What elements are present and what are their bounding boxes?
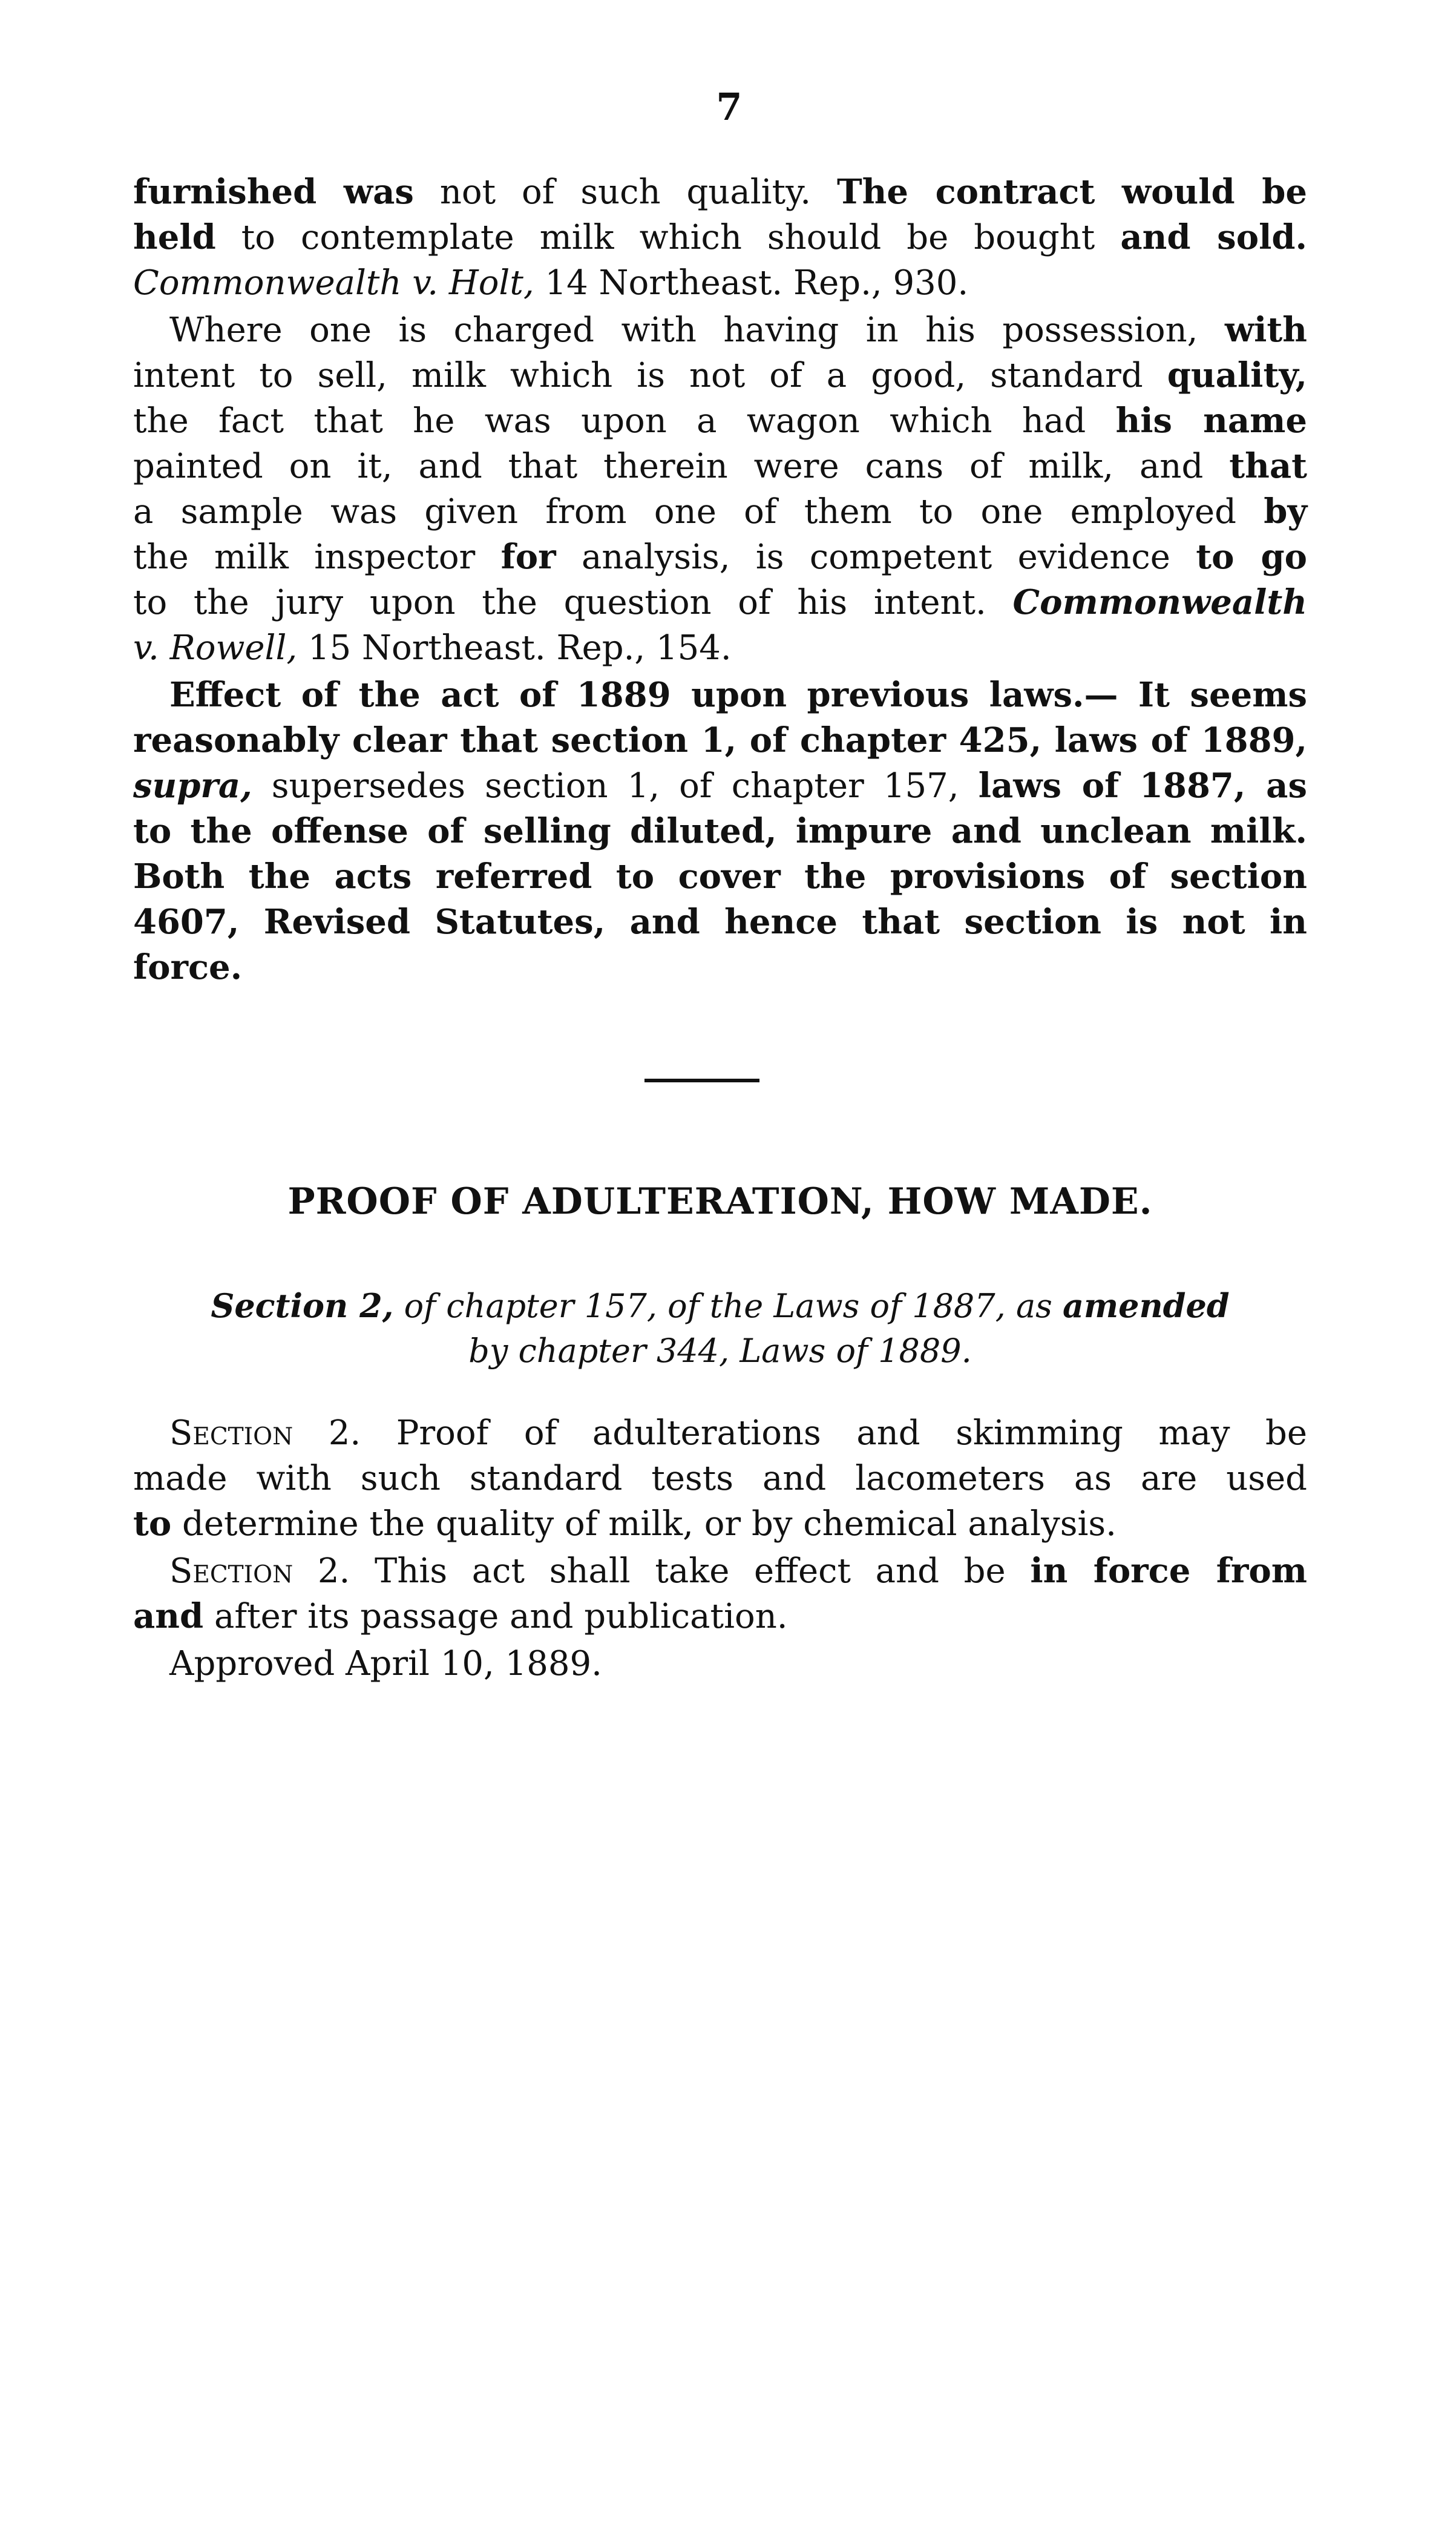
statute-text [133,1410,1307,1686]
paragraph-3-line-4: to the offense of selling diluted, impure and unclean milk. [133,811,1307,851]
approval-date: Approved April 10, 1889. [169,1644,602,1683]
section-1-line-3: to determine the quality of milk, or by chemical analysis. [133,1504,1117,1544]
section-1-line-1: Section 2. Proof of adulterations and skimming may be [169,1413,1308,1453]
paragraph-1-line-2: held to contemplate milk which should be bought and sold. [133,217,1307,257]
section-heading: PROOF OF ADULTERATION, HOW MADE. [287,1180,1153,1223]
paragraph-2-line-3: the fact that he was upon a wagon which had his name [133,401,1307,441]
paragraph-1-line-1: furnished was not of such quality. The contract would be [133,172,1308,212]
paragraph-3-line-3: supra, supersedes section 1, of chapter 157, laws of 1887, as [133,766,1307,806]
paragraph-2-line-5: a sample was given from one of them to one employed by [133,492,1307,531]
paragraph-2-line-1: Where one is charged with having in his possession, with [169,310,1307,350]
paragraph-2-line-7: to the jury upon the question of his intent. Commonwealth [133,582,1307,622]
paragraph-3-line-1: Effect of the act of 1889 upon previous laws.— It seems [169,675,1307,715]
paragraph-2-line-6: the milk inspector for analysis, is competent evidence to go [133,537,1307,577]
paragraph-3-line-7: force. [133,947,243,987]
section-2-line-1: Section 2. This act shall take effect and be in force from [169,1551,1307,1591]
paragraph-1-line-3: Commonwealth v. Holt, 14 Northeast. Rep., 930. [133,263,969,303]
section-divider [644,1079,759,1082]
paragraph-3-line-2: reasonably clear that section 1, of chapter 425, laws of 1889, [133,720,1307,760]
statute-citation-line-2: by chapter 344, Laws of 1889. [468,1332,972,1370]
body-text [133,169,1307,990]
paragraph-2-line-2: intent to sell, milk which is not of a good, standard quality, [133,355,1307,395]
paragraph-2-line-8: v. Rowell, 15 Northeast. Rep., 154. [133,628,732,668]
page-number: 7 [716,85,743,129]
paragraph-3-line-5: Both the acts referred to cover the provisions of section [133,857,1307,896]
section-2-line-2: and after its passage and publication. [133,1596,788,1636]
statute-citation [133,1283,1307,1373]
paragraph-3-line-6: 4607, Revised Statutes, and hence that section is not in [133,902,1307,942]
section-1-line-2: made with such standard tests and lacometers as are used [133,1459,1307,1498]
statute-citation-line-1: Section 2, of chapter 157, of the Laws of 1887, as amended [211,1286,1230,1325]
section-lead-in: Effect of the act of 1889 upon previous laws. [169,675,1084,715]
paragraph-2-line-4: painted on it, and that therein were cans of milk, and that [133,446,1307,486]
